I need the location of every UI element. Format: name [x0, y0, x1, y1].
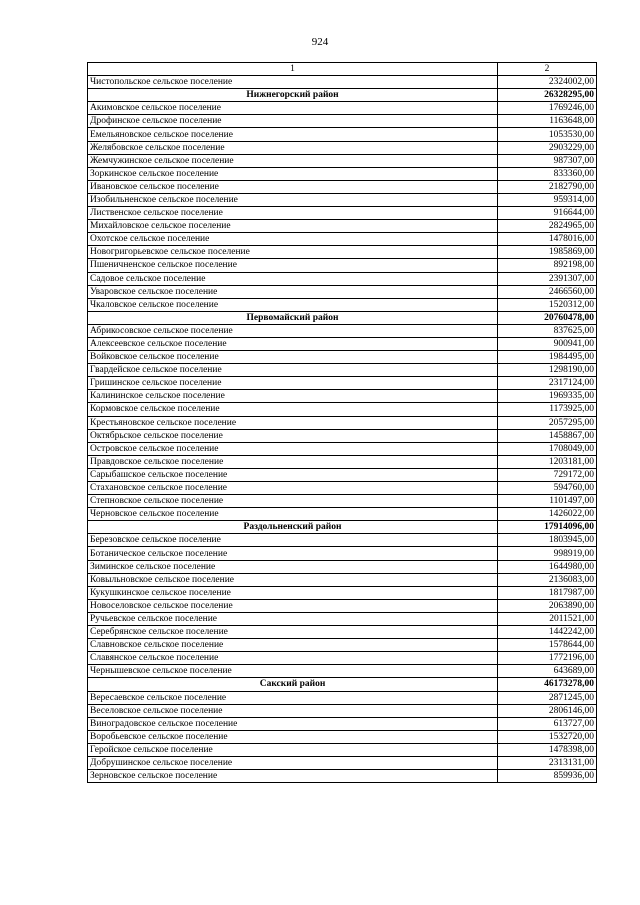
budget-table — [87, 62, 597, 783]
table-row — [88, 468, 597, 481]
settlement-name: Вересаевское сельское поселение — [88, 691, 498, 704]
settlement-name: Чкаловское сельское поселение — [88, 298, 498, 311]
settlement-amount: 2391307,00 — [498, 272, 597, 285]
settlement-amount: 1984495,00 — [498, 351, 597, 364]
settlement-name: Славновское сельское поселение — [88, 639, 498, 652]
table-row — [88, 455, 597, 468]
settlement-name: Садовое сельское поселение — [88, 272, 498, 285]
header-col-2: 2 — [498, 63, 597, 76]
settlement-name: Геройское сельское поселение — [88, 743, 498, 756]
settlement-name: Войковское сельское поселение — [88, 351, 498, 364]
settlement-amount: 959314,00 — [498, 193, 597, 206]
district-total: 20760478,00 — [498, 311, 597, 324]
settlement-amount: 1426022,00 — [498, 508, 597, 521]
settlement-name: Алексеевское сельское поселение — [88, 337, 498, 350]
settlement-amount: 1458867,00 — [498, 429, 597, 442]
settlement-amount: 2317124,00 — [498, 377, 597, 390]
settlement-name: Уваровское сельское поселение — [88, 285, 498, 298]
district-name: Нижнегорский район — [88, 89, 498, 102]
table-row — [88, 351, 597, 364]
table-row — [88, 246, 597, 259]
settlement-amount: 837625,00 — [498, 324, 597, 337]
district-row — [88, 89, 597, 102]
settlement-name: Добрушинское сельское поселение — [88, 756, 498, 769]
settlement-name: Желябовское сельское поселение — [88, 141, 498, 154]
table-row — [88, 337, 597, 350]
table-row — [88, 207, 597, 220]
district-name: Сакский район — [88, 678, 498, 691]
settlement-name: Абрикосовское сельское поселение — [88, 324, 498, 337]
district-total: 46173278,00 — [498, 678, 597, 691]
settlement-amount: 1578644,00 — [498, 639, 597, 652]
table-row — [88, 390, 597, 403]
table-row — [88, 429, 597, 442]
settlement-name: Жемчужинское сельское поселение — [88, 154, 498, 167]
settlement-name: Степновское сельское поселение — [88, 495, 498, 508]
settlement-amount: 1769246,00 — [498, 102, 597, 115]
settlement-amount: 1478016,00 — [498, 233, 597, 246]
settlement-amount: 1203181,00 — [498, 455, 597, 468]
table-row — [88, 442, 597, 455]
settlement-name: Изобильненское сельское поселение — [88, 193, 498, 206]
table-row — [88, 272, 597, 285]
settlement-amount: 892198,00 — [498, 259, 597, 272]
settlement-name: Серебрянское сельское поселение — [88, 626, 498, 639]
settlement-amount: 1163648,00 — [498, 115, 597, 128]
settlement-amount: 998919,00 — [498, 547, 597, 560]
table-row — [88, 233, 597, 246]
table-row — [88, 115, 597, 128]
settlement-amount: 1985869,00 — [498, 246, 597, 259]
table-row — [88, 612, 597, 625]
table-row — [88, 167, 597, 180]
settlement-name: Зоркинское сельское поселение — [88, 167, 498, 180]
table-row — [88, 128, 597, 141]
settlement-name: Веселовское сельское поселение — [88, 704, 498, 717]
settlement-amount: 833360,00 — [498, 167, 597, 180]
settlement-name: Лиственское сельское поселение — [88, 207, 498, 220]
table-row — [88, 534, 597, 547]
table-row — [88, 665, 597, 678]
table-row — [88, 76, 597, 89]
header-row — [88, 63, 597, 76]
settlement-amount: 2057295,00 — [498, 416, 597, 429]
page-number: 924 — [311, 36, 329, 48]
settlement-amount: 1772196,00 — [498, 652, 597, 665]
table-row — [88, 508, 597, 521]
table-row — [88, 717, 597, 730]
settlement-name: Кормовское сельское поселение — [88, 403, 498, 416]
table-row — [88, 416, 597, 429]
settlement-name: Емельяновское сельское поселение — [88, 128, 498, 141]
settlement-name: Охотское сельское поселение — [88, 233, 498, 246]
settlement-name: Акимовское сельское поселение — [88, 102, 498, 115]
settlement-name: Чистопольское сельское поселение — [88, 76, 498, 89]
table-row — [88, 102, 597, 115]
settlement-name: Сарыбашское сельское поселение — [88, 468, 498, 481]
settlement-amount: 2903229,00 — [498, 141, 597, 154]
district-total: 17914096,00 — [498, 521, 597, 534]
settlement-amount: 1478398,00 — [498, 743, 597, 756]
table-row — [88, 285, 597, 298]
settlement-amount: 643689,00 — [498, 665, 597, 678]
table-row — [88, 495, 597, 508]
settlement-amount: 2871245,00 — [498, 691, 597, 704]
table-row — [88, 639, 597, 652]
table-row — [88, 743, 597, 756]
table-row — [88, 730, 597, 743]
settlement-amount: 1644980,00 — [498, 560, 597, 573]
table-row — [88, 482, 597, 495]
settlement-name: Гришинское сельское поселение — [88, 377, 498, 390]
settlement-amount: 1053530,00 — [498, 128, 597, 141]
table-row — [88, 324, 597, 337]
settlement-amount: 2136083,00 — [498, 573, 597, 586]
table-row — [88, 756, 597, 769]
settlement-amount: 1101497,00 — [498, 495, 597, 508]
settlement-name: Зерновское сельское поселение — [88, 770, 498, 783]
settlement-name: Калининское сельское поселение — [88, 390, 498, 403]
settlement-name: Новогригорьевское сельское поселение — [88, 246, 498, 259]
settlement-name: Октябрьское сельское поселение — [88, 429, 498, 442]
district-name: Раздольненский район — [88, 521, 498, 534]
table-body — [88, 76, 597, 783]
settlement-name: Воробьевское сельское поселение — [88, 730, 498, 743]
settlement-amount: 900941,00 — [498, 337, 597, 350]
settlement-amount: 1803945,00 — [498, 534, 597, 547]
settlement-amount: 1708049,00 — [498, 442, 597, 455]
settlement-amount: 1442242,00 — [498, 626, 597, 639]
settlement-amount: 2182790,00 — [498, 180, 597, 193]
settlement-amount: 916644,00 — [498, 207, 597, 220]
table-row — [88, 377, 597, 390]
table-row — [88, 180, 597, 193]
settlement-amount: 2806146,00 — [498, 704, 597, 717]
settlement-name: Новоселовское сельское поселение — [88, 599, 498, 612]
settlement-amount: 1520312,00 — [498, 298, 597, 311]
table-row — [88, 364, 597, 377]
settlement-amount: 1173925,00 — [498, 403, 597, 416]
table-row — [88, 560, 597, 573]
table-row — [88, 586, 597, 599]
table-row — [88, 770, 597, 783]
table-row — [88, 652, 597, 665]
table-row — [88, 141, 597, 154]
district-row — [88, 311, 597, 324]
settlement-name: Кукушкинское сельское поселение — [88, 586, 498, 599]
settlement-name: Ивановское сельское поселение — [88, 180, 498, 193]
settlement-name: Черновское сельское поселение — [88, 508, 498, 521]
table-row — [88, 573, 597, 586]
settlement-name: Ручьевское сельское поселение — [88, 612, 498, 625]
settlement-name: Крестьяновское сельское поселение — [88, 416, 498, 429]
district-row — [88, 521, 597, 534]
settlement-name: Стахановское сельское поселение — [88, 482, 498, 495]
table-row — [88, 626, 597, 639]
settlement-amount: 1532720,00 — [498, 730, 597, 743]
settlement-amount: 859936,00 — [498, 770, 597, 783]
settlement-name: Чернышевское сельское поселение — [88, 665, 498, 678]
table-row — [88, 298, 597, 311]
settlement-amount: 2313131,00 — [498, 756, 597, 769]
header-col-1: 1 — [88, 63, 498, 76]
settlement-name: Славянское сельское поселение — [88, 652, 498, 665]
settlement-amount: 2824965,00 — [498, 220, 597, 233]
settlement-amount: 2324002,00 — [498, 76, 597, 89]
settlement-name: Пшеничненское сельское поселение — [88, 259, 498, 272]
settlement-amount: 1298190,00 — [498, 364, 597, 377]
settlement-name: Ботаническое сельское поселение — [88, 547, 498, 560]
settlement-name: Правдовское сельское поселение — [88, 455, 498, 468]
settlement-amount: 729172,00 — [498, 468, 597, 481]
table-row — [88, 704, 597, 717]
settlement-name: Ковыльновское сельское поселение — [88, 573, 498, 586]
table-row — [88, 599, 597, 612]
settlement-amount: 1969335,00 — [498, 390, 597, 403]
settlement-name: Михайловское сельское поселение — [88, 220, 498, 233]
settlement-name: Островское сельское поселение — [88, 442, 498, 455]
settlement-name: Виноградовское сельское поселение — [88, 717, 498, 730]
table-row — [88, 154, 597, 167]
table-row — [88, 259, 597, 272]
settlement-amount: 2011521,00 — [498, 612, 597, 625]
table-row — [88, 403, 597, 416]
table-row — [88, 193, 597, 206]
table-row — [88, 691, 597, 704]
settlement-amount: 2063890,00 — [498, 599, 597, 612]
settlement-name: Дрофинское сельское поселение — [88, 115, 498, 128]
settlement-amount: 987307,00 — [498, 154, 597, 167]
settlement-name: Березовское сельское поселение — [88, 534, 498, 547]
district-total: 26328295,00 — [498, 89, 597, 102]
district-name: Первомайский район — [88, 311, 498, 324]
settlement-amount: 613727,00 — [498, 717, 597, 730]
settlement-amount: 594760,00 — [498, 482, 597, 495]
table-row — [88, 220, 597, 233]
settlement-amount: 1817987,00 — [498, 586, 597, 599]
district-row — [88, 678, 597, 691]
settlement-name: Зиминское сельское поселение — [88, 560, 498, 573]
settlement-name: Гвардейское сельское поселение — [88, 364, 498, 377]
settlement-amount: 2466560,00 — [498, 285, 597, 298]
table-row — [88, 547, 597, 560]
